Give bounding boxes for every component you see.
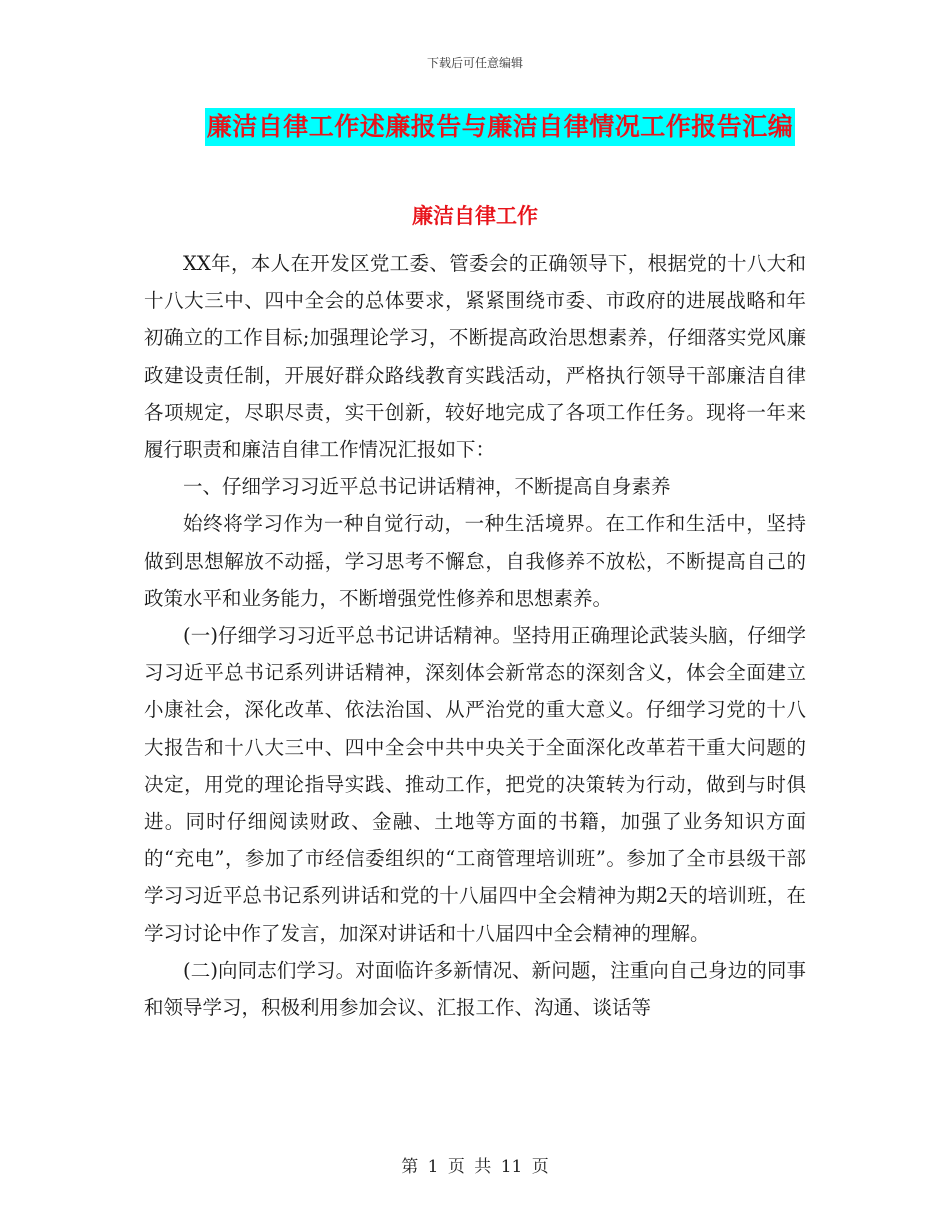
body-paragraph: (一)仔细学习习近平总书记讲话精神。坚持用正确理论武装头脑，仔细学习习近平总书记系列讲话精神，深刻体会新常态的深刻含义，体会全面建立小康社会，深化改革、依法治国、从严治党的重大意义。仔细学习党的十八大报告和十八大三中、四中全会中共中央关于全面深化改革若干重大问题的决定，用党的理论指导实践、推动工作，把党的决策转为行动，做到与时俱进。同时仔细阅读财政、金融、土地等方面的书籍，加强了业务知识方面的“充电”，参加了市经信委组织的“工商管理培训班”。参加了全市县级干部学习习近平总书记系列讲话和党的十八届四中全会精神为期2天的培训班，在学习讨论中作了发言，加深对讲话和十八届四中全会精神的理解。	[144, 624, 806, 945]
body-heading-1: 一、仔细学习习近平总书记讲话精神，不断提高自身素养	[183, 475, 671, 499]
page-header-note: 下载后可任意编辑	[426, 56, 523, 70]
document-title: 廉洁自律工作述廉报告与廉洁自律情况工作报告汇编	[205, 108, 796, 146]
document-title-container	[0, 108, 950, 146]
body-paragraph: XX年，本人在开发区党工委、管委会的正确领导下，根据党的十八大和十八大三中、四中全会的总体要求，紧紧围绕市委、市政府的进展战略和年初确立的工作目标;加强理论学习，不断提高政治思想素养，仔细落实党风廉政建设责任制，开展好群众路线教育实践活动，严格执行领导干部廉洁自律各项规定，尽职尽责，实干创新，较好地完成了各项工作任务。现将一年来履行职责和廉洁自律工作情况汇报如下：	[144, 252, 806, 462]
page-number-footer: 第 1 页 共 11 页	[401, 1157, 549, 1177]
body-paragraph: (二)向同志们学习。对面临许多新情况、新问题，注重向自己身边的同事和领导学习，积极利用参加会议、汇报工作、沟通、谈话等	[144, 958, 806, 1020]
document-body	[144, 245, 806, 1026]
section-title: 廉洁自律工作	[412, 203, 538, 228]
body-paragraph: 始终将学习作为一种自觉行动，一种生活境界。在工作和生活中，坚持做到思想解放不动摇，学习思考不懈怠，自我修养不放松，不断提高自己的政策水平和业务能力，不断增强党性修养和思想素养。	[144, 512, 806, 610]
